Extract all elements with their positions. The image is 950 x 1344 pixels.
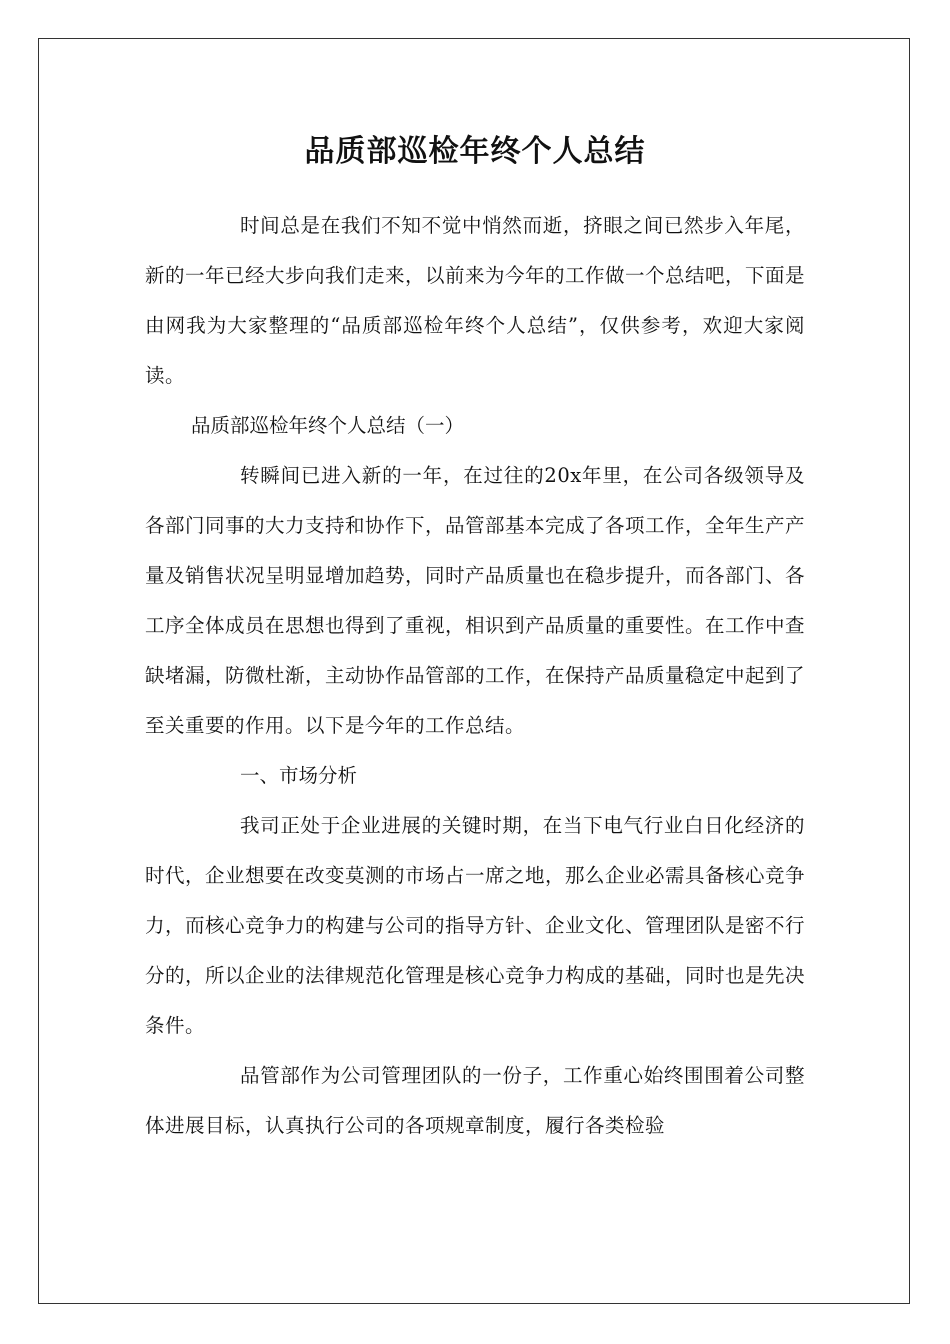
section-heading-market-analysis: 一、市场分析 bbox=[240, 764, 358, 787]
document-body bbox=[145, 201, 805, 1151]
section-subtitle: 品质部巡检年终个人总结（一） bbox=[191, 414, 465, 437]
quality-dept-paragraph: 品管部作为公司管理团队的一份子，工作重心始终围围着公司整体进展目标，认真执行公司的各项规章制度，履行各类检验 bbox=[145, 1064, 805, 1137]
summary-paragraph: 转瞬间已进入新的一年，在过往的20x年里，在公司各级领导及各部门同事的大力支持和协作下，品管部基本完成了各项工作，全年生产产量及销售状况呈明显增加趋势，同时产品质量也在稳步提升，而各部门、各工序全体成员在思想也得到了重视，相识到产品质量的重要性。在工作中查缺堵漏，防微杜渐，主动协作品管部的工作，在保持产品质量稳定中起到了至关重要的作用。以下是今年的工作总结。 bbox=[145, 464, 806, 737]
intro-paragraph: 时间总是在我们不知不觉中悄然而逝，挤眼之间已然步入年尾，新的一年已经大步向我们走来，以前来为今年的工作做一个总结吧，下面是由网我为大家整理的“品质部巡检年终个人总结”，仅供参考，欢迎大家阅读。 bbox=[145, 214, 806, 387]
market-analysis-paragraph: 我司正处于企业进展的关键时期，在当下电气行业白日化经济的时代，企业想要在改变莫测的市场占一席之地，那么企业必需具备核心竞争力，而核心竞争力的构建与公司的指导方针、企业文化、管理团队是密不行分的，所以企业的法律规范化管理是核心竞争力构成的基础，同时也是先决条件。 bbox=[145, 814, 806, 1037]
document-title: 品质部巡检年终个人总结 bbox=[304, 134, 646, 169]
